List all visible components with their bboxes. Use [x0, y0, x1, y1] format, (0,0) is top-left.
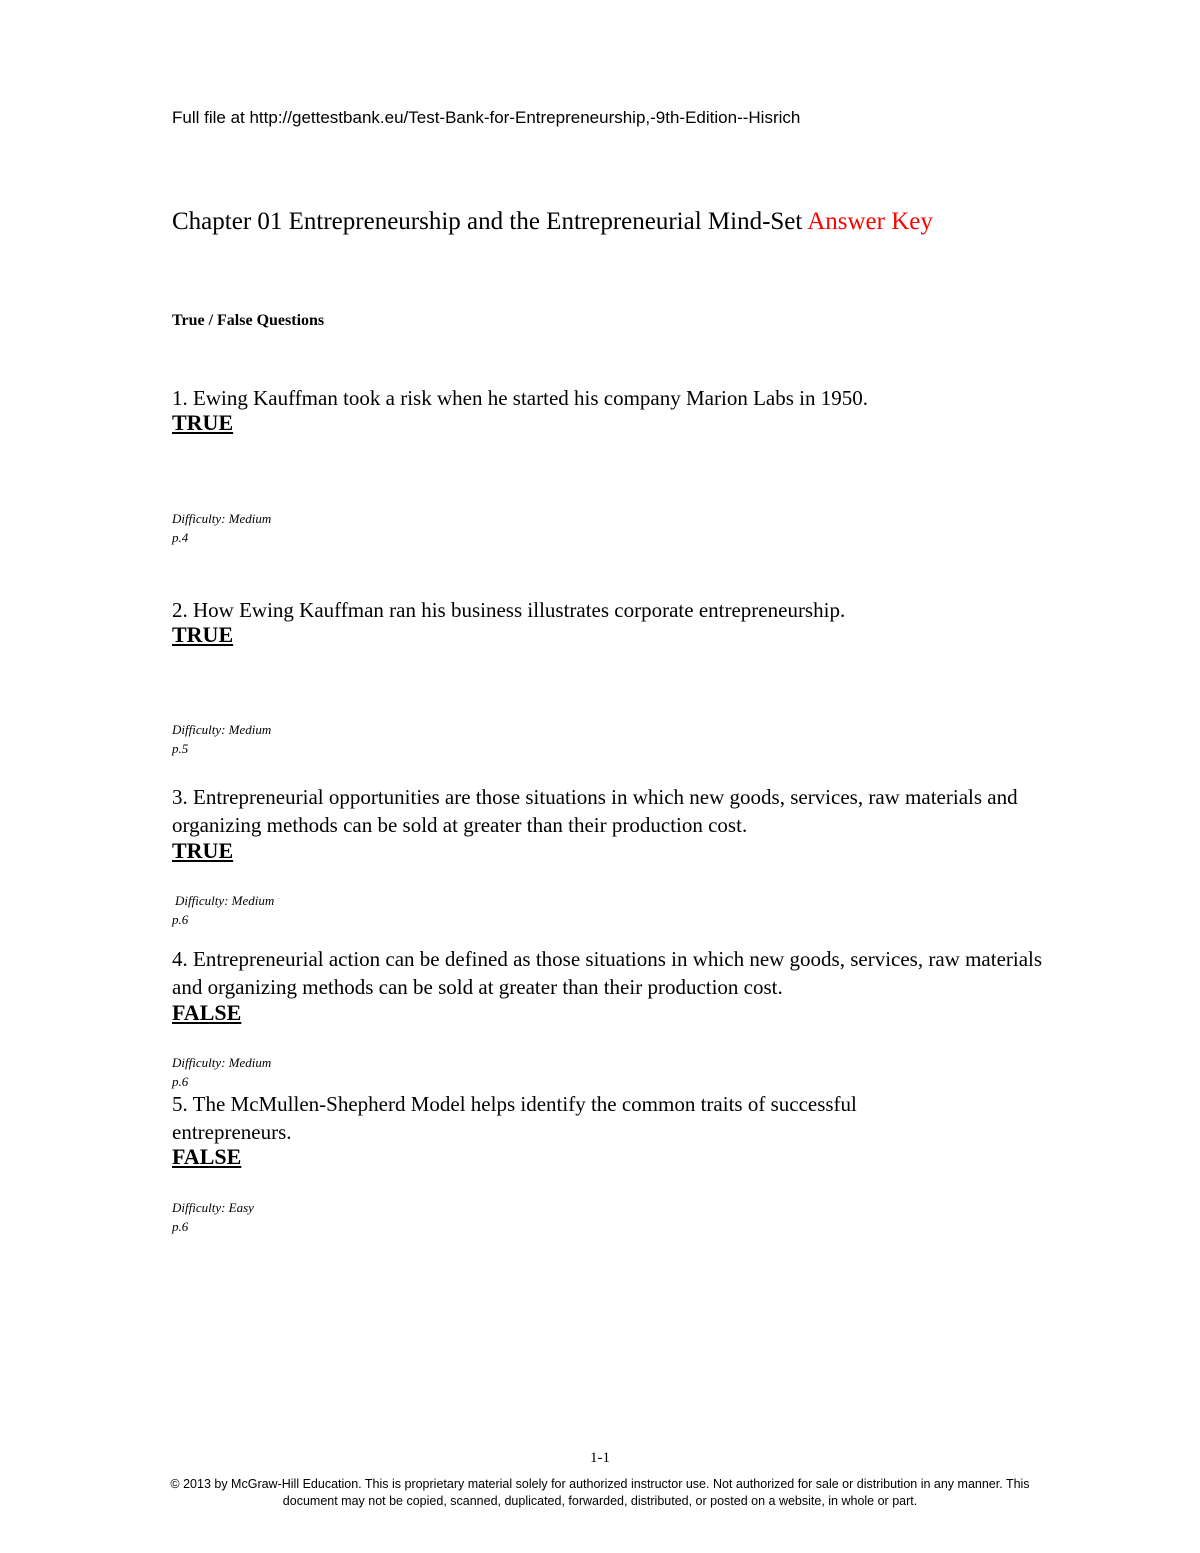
question-4-answer: FALSE [172, 1000, 242, 1025]
chapter-title-main: Chapter 01 Entrepreneurship and the Entrepreneurial Mind-Set [172, 208, 808, 235]
question-5-page: p.6 [172, 1219, 189, 1234]
question-3-page: p.6 [172, 912, 189, 927]
question-1-text: 1. Ewing Kauffman took a risk when he started his company Marion Labs in 1950. [172, 386, 868, 410]
question-4-page: p.6 [172, 1074, 189, 1089]
question-2-page: p.5 [172, 741, 189, 756]
question-3-text: 3. Entrepreneurial opportunities are those situations in which new goods, services, raw materials and organizing methods can be sold at greater than their production cost. [172, 785, 1018, 837]
question-4-difficulty: Difficulty: Medium [172, 1055, 272, 1070]
question-2-difficulty: Difficulty: Medium [172, 722, 272, 737]
source-line: Full file at http://gettestbank.eu/Test-Bank-for-Entrepreneurship,-9th-Edition--Hisrich [172, 108, 801, 127]
chapter-title-accent: Answer Key [807, 208, 933, 235]
question-3-difficulty: Difficulty: Medium [175, 893, 275, 908]
question-5-difficulty: Difficulty: Easy [172, 1200, 254, 1215]
copyright-notice: © 2013 by McGraw-Hill Education. This is proprietary material solely for authorized instructor use. Not authorized for sale or distribution in any manner. This document may not be copied, scanned, duplicated, forwarded, distributed, or posted on a website, in whole or part. [170, 1477, 1030, 1508]
page-number: 1-1 [590, 1450, 610, 1466]
question-5-text: 5. The McMullen-Shepherd Model helps identify the common traits of successful entrepreneurs. [172, 1092, 857, 1144]
question-4-text: 4. Entrepreneurial action can be defined as those situations in which new goods, services, raw materials and organizing methods can be sold at greater than their production cost. [172, 947, 1043, 999]
question-2-answer: TRUE [172, 622, 234, 647]
question-2-text: 2. How Ewing Kauffman ran his business illustrates corporate entrepreneurship. [172, 598, 846, 622]
question-3-answer: TRUE [172, 838, 234, 863]
question-1-page: p.4 [172, 530, 189, 545]
chapter-title [172, 208, 933, 236]
question-5-answer: FALSE [172, 1144, 242, 1169]
question-1-answer: TRUE [172, 410, 234, 435]
question-1-difficulty: Difficulty: Medium [172, 511, 272, 526]
section-heading: True / False Questions [172, 312, 325, 329]
